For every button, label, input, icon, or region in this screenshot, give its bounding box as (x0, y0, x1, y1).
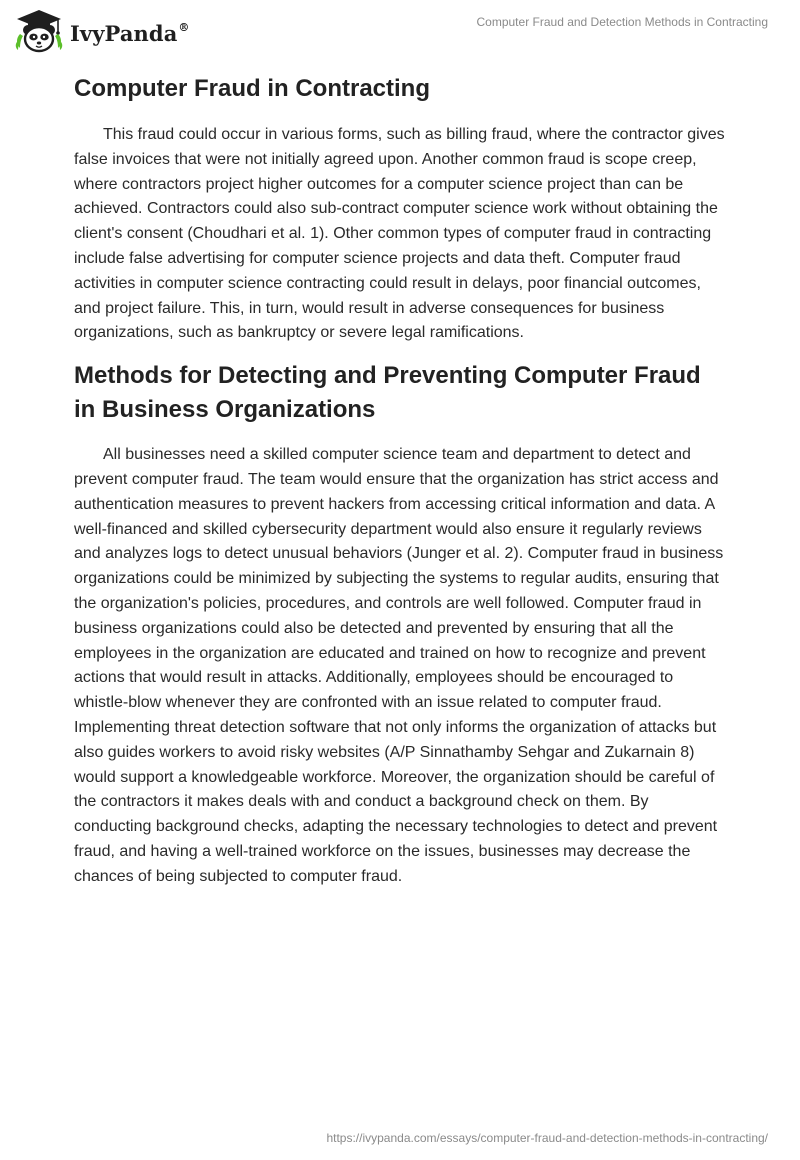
registered-mark: ® (178, 20, 190, 34)
panda-logo-icon (14, 8, 64, 54)
section-paragraph: This fraud could occur in various forms, such as billing fraud, where the contractor gives false invoices that were not initially agreed upon. Another common fraud is scope creep, where contractors project higher outcomes for a computer science project than can be achieved. Contractors could also sub-contract computer science work without obtaining the client's consent (Choudhari et al. 1). Other common types of computer fraud in contracting include false advertising for computer science projects and data theft. Computer fraud activities in computer science contracting could result in delays, poor financial outcomes, and project failure. This, in turn, would result in adverse consequences for business organizations, such as bankruptcy or severe legal ramifications. (74, 126, 725, 342)
section-heading: Computer Fraud in Contracting (74, 75, 430, 102)
brand-logo[interactable] (14, 8, 190, 54)
section-paragraph: All businesses need a skilled computer science team and department to detect and prevent computer fraud. The team would ensure that the organization has strict access and authentication measures to prevent hackers from accessing critical information and data. A well-financed and skilled cybersecurity department would also ensure it regularly reviews and analyzes logs to detect unusual behaviors (Junger et al. 2). Computer fraud in business organizations could be minimized by subjecting the systems to regular audits, ensuring that the organization's policies, procedures, and controls are well followed. Computer fraud in business organizations could also be detected and prevented by ensuring that all the employees in the organization are educated and trained on how to recognize and prevent actions that would result in attacks. Additionally, employees should be encouraged to whistle-blow whenever they are confronted with an issue related to computer fraud. Implementing threat detection software that not only informs the organization of attacks but also guides workers to avoid risky websites (A/P Sinnathamby Sehgar and Zukarnain 8) would support a knowledgeable workforce. Moreover, the organization should be careful of the contractors it makes deals with and conduct a background check on them. By conducting background checks, adapting the necessary technologies to detect and prevent fraud, and having a well-trained workforce on the issues, businesses may decrease the chances of being subjected to computer fraud. (74, 446, 724, 885)
brand-name (70, 21, 190, 46)
essay-content (74, 70, 726, 890)
source-url[interactable]: https://ivypanda.com/essays/computer-fraud-and-detection-methods-in-contracting/ (326, 1131, 768, 1145)
brand-name-text: IvyPanda (70, 20, 178, 46)
running-title: Computer Fraud and Detection Methods in Contracting (476, 15, 768, 29)
page-header (0, 0, 800, 60)
section-heading: Methods for Detecting and Preventing Computer Fraud in Business Organizations (74, 362, 701, 424)
